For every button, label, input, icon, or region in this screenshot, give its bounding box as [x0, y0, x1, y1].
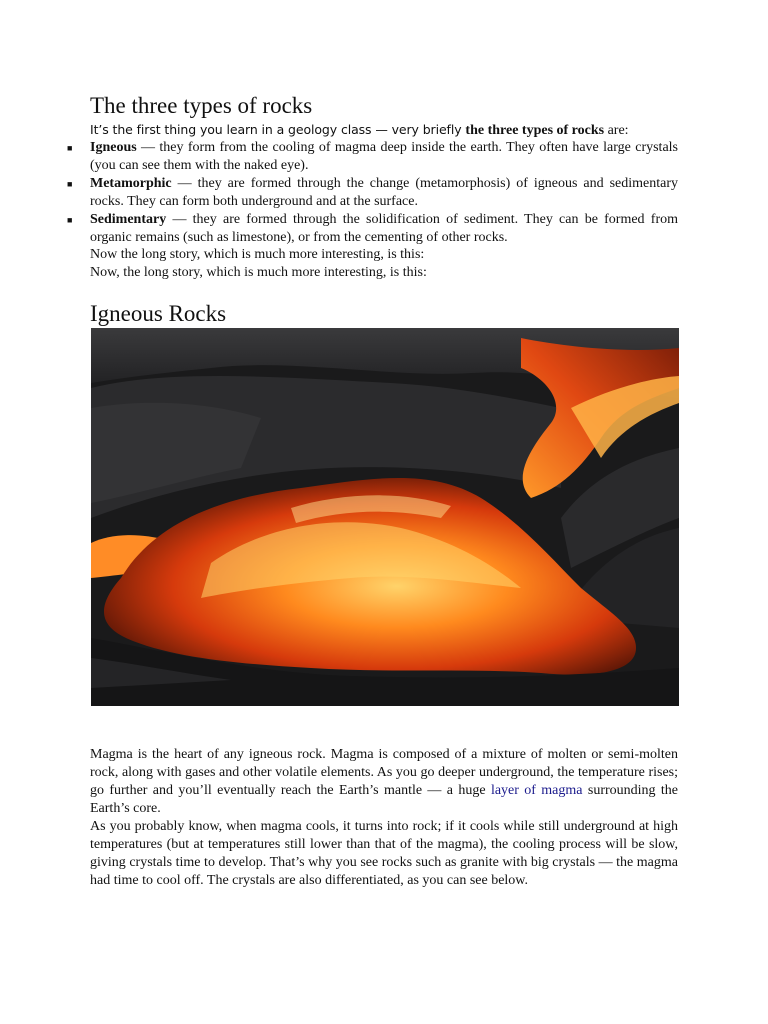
rock-types-list — [67, 139, 678, 247]
desc-sedimentary: — they are formed through the solidification of sediment. They can be formed from organic remains (such as limestone), or from the cementing of other rocks. — [90, 212, 678, 245]
desc-igneous: — they form from the cooling of magma deep inside the earth. They often have large crystals (you can see them with the naked eye). — [90, 140, 678, 173]
list-item-metamorphic — [67, 175, 678, 211]
layer-of-magma-link[interactable]: layer of magma — [490, 783, 583, 798]
para1-text-a: Magma is the heart of any igneous rock. Magma is composed of a mixture of molten or semi-molten rock, along with gases and other volatile elements. As you go deeper underground, the temperature rises; go further and you’ll eventually reach the Earth’s mantle — a huge — [90, 747, 678, 798]
section-title-rock-types: The three types of rocks — [90, 93, 313, 118]
section-title-igneous: Igneous Rocks — [90, 301, 227, 326]
intro-paragraph — [90, 121, 680, 140]
paragraph-magma-intro — [90, 746, 678, 818]
term-igneous: Igneous — [90, 140, 137, 155]
bullet-icon: ■ — [67, 143, 73, 153]
long-story-line-2: Now, the long story, which is much more interesting, is this: — [90, 265, 427, 280]
desc-metamorphic: — they are formed through the change (metamorphosis) of igneous and sedimentary rocks. They can form both underground and at the surface. — [90, 176, 678, 209]
para1-text-b: surrounding the Earth’s core. — [90, 783, 678, 816]
igneous-body-text — [90, 746, 678, 890]
list-item-igneous — [67, 139, 678, 175]
long-story-line-1: Now the long story, which is much more interesting, is this: — [90, 247, 425, 262]
bullet-icon: ■ — [67, 179, 73, 189]
intro-lead-text: It’s the first thing you learn in a geology class — very briefly — [90, 122, 466, 137]
lava-flow-photo — [91, 328, 679, 706]
term-metamorphic: Metamorphic — [90, 176, 172, 191]
bullet-icon: ■ — [67, 215, 73, 225]
intro-tail-text: are: — [604, 123, 629, 138]
intro-bold-text: the three types of rocks — [465, 123, 605, 138]
paragraph-magma-cooling: As you probably know, when magma cools, it turns into rock; if it cools while still underground at high temperatures (but at temperatures still lower than that of the magma), the cooling process will be slow, giving crystals time to develop. That’s why you see rocks such as granite with big crystals — the magma had time to cool off. The crystals are also differentiated, as you can see below. — [90, 819, 678, 888]
list-item-sedimentary — [67, 211, 678, 247]
term-sedimentary: Sedimentary — [90, 212, 167, 227]
